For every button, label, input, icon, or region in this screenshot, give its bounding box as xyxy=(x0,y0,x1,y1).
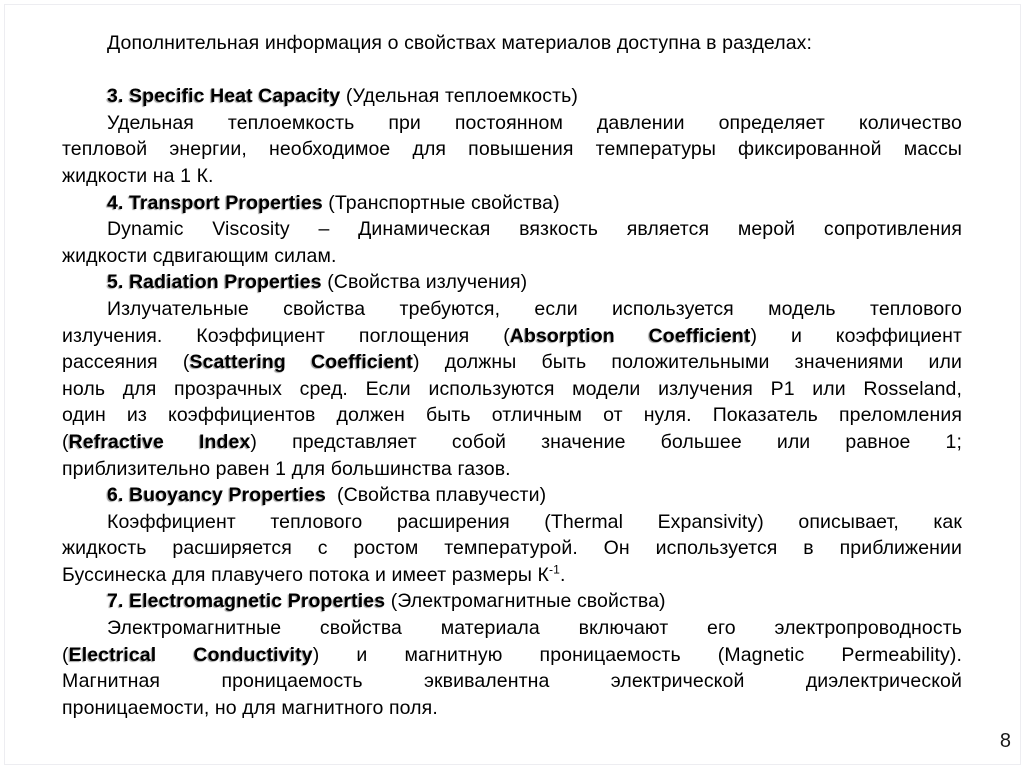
sections-container xyxy=(62,83,962,721)
text-segment: проницаемости, но для магнитного поля. xyxy=(62,696,438,719)
text-segment: ( xyxy=(62,643,69,666)
section-heading xyxy=(62,588,962,615)
slide-content xyxy=(62,30,962,721)
text-segment: ) и коэффициент xyxy=(750,324,963,347)
text-segment: приблизительно равен 1 для большинства газов. xyxy=(62,457,511,480)
text-segment: ) и магнитную проницаемость (Magnetic Permeability). xyxy=(312,643,963,666)
section-heading-translation: (Свойства плавучести) xyxy=(325,484,547,507)
paragraph-line xyxy=(62,456,962,483)
text-segment: излучения. Коэффициент поглощения ( xyxy=(62,324,510,347)
paragraph-line xyxy=(62,429,962,456)
bold-term: Scattering Coefficient xyxy=(189,351,413,374)
paragraph-line xyxy=(62,695,962,722)
paragraph-line xyxy=(62,615,962,642)
bold-term: Electrical Conductivity xyxy=(68,643,313,666)
text-segment: Магнитная проницаемость эквивалентна электрической диэлектрической xyxy=(62,670,962,693)
text-segment: рассеяния ( xyxy=(62,351,190,374)
paragraph-line xyxy=(62,642,962,669)
paragraph-line xyxy=(62,296,962,323)
blank-line xyxy=(62,57,962,84)
section-heading-translation: (Свойства излучения) xyxy=(321,271,528,294)
bold-term: Refractive Index xyxy=(68,430,251,453)
section-heading-term: 6. Buoyancy Properties xyxy=(107,484,326,507)
paragraph-line xyxy=(62,110,962,137)
section-heading-translation: (Электромагнитные свойства) xyxy=(385,590,666,613)
paragraph-line xyxy=(62,216,962,243)
text-segment: Удельная теплоемкость при постоянном давлении определяет количество xyxy=(107,111,962,134)
section-heading-term: 7. Electromagnetic Properties xyxy=(107,590,386,613)
page-number: 8 xyxy=(999,730,1011,752)
text-segment: тепловой энергии, необходимое для повышения температуры фиксированной массы xyxy=(62,138,962,161)
section-heading xyxy=(62,269,962,296)
paragraph-line xyxy=(62,402,962,429)
superscript-text: -1 xyxy=(548,562,560,577)
text-segment: Электромагнитные свойства материала включают его электропроводность xyxy=(107,617,962,640)
paragraph-line xyxy=(62,163,962,190)
paragraph-line xyxy=(62,668,962,695)
text-segment: жидкости на 1 К. xyxy=(62,164,214,187)
paragraph-line xyxy=(62,243,962,270)
paragraph-line xyxy=(62,349,962,376)
paragraph-line xyxy=(62,323,962,350)
paragraph-line xyxy=(62,535,962,562)
intro-text: Дополнительная информация о свойствах материалов доступна в разделах: xyxy=(107,32,813,54)
section-heading-translation: (Удельная теплоемкость) xyxy=(340,85,578,108)
section-heading xyxy=(62,190,962,217)
text-segment: Dynamic Viscosity – Динамическая вязкость является мерой сопротивления xyxy=(107,218,962,241)
paragraph-line xyxy=(62,562,962,589)
bold-term: Absorption Coefficient xyxy=(509,324,751,347)
section-heading xyxy=(62,83,962,110)
text-segment: ( xyxy=(62,430,69,453)
text-segment: жидкость расширяется с ростом температурой. Он используется в приближении xyxy=(62,537,962,560)
text-segment: ) представляет собой значение большее или равное 1; xyxy=(250,430,963,453)
paragraph-line xyxy=(62,509,962,536)
text-segment: ) должны быть положительными значениями или xyxy=(412,351,963,374)
paragraph-line xyxy=(62,136,962,163)
paragraph-line xyxy=(62,376,962,403)
section-heading-term: 4. Transport Properties xyxy=(107,191,323,214)
text-segment: один из коэффициентов должен быть отличным от нуля. Показатель преломления xyxy=(62,404,962,427)
section-heading xyxy=(62,482,962,509)
section-heading-translation: (Транспортные свойства) xyxy=(322,191,560,214)
text-segment: Коэффициент теплового расширения (Thermal Expansivity) описывает, как xyxy=(107,510,962,533)
text-segment: ноль для прозрачных сред. Если используются модели излучения P1 или Rosseland, xyxy=(62,377,962,400)
text-segment: Излучательные свойства требуются, если используется модель теплового xyxy=(107,297,962,320)
text-segment: Буссинеска для плавучего потока и имеет размеры К xyxy=(62,563,549,586)
text-segment: жидкости сдвигающим силам. xyxy=(62,244,337,267)
text-segment: . xyxy=(559,563,566,586)
section-heading-term: 3. Specific Heat Capacity xyxy=(107,85,341,108)
section-heading-term: 5. Radiation Properties xyxy=(107,271,322,294)
